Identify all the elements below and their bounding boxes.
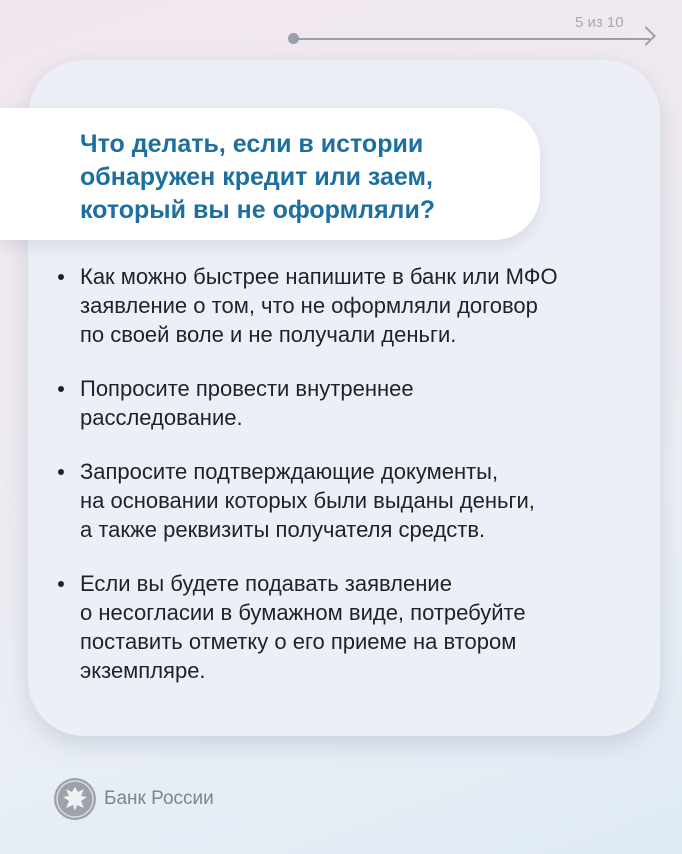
bank-brand-name: Банк России [104,788,214,809]
list-item: Как можно быстрее напишите в банк или МФО заявление о том, что не оформляли договор по своей воле и не получали деньги. [58,262,648,349]
tips-list [58,262,648,710]
progress-line [294,38,650,40]
list-item: Если вы будете подавать заявление о несогласии в бумажном виде, потребуйте поставить отметку о его приеме на втором экземпляре. [58,569,648,685]
list-item: Запросите подтверждающие документы, на основании которых были выданы деньги, а также реквизиты получателя средств. [58,457,648,544]
eagle-emblem-icon [54,778,96,820]
list-item: Попросите провести внутреннее расследование. [58,374,648,432]
question-title: Что делать, если в истории обнаружен кредит или заем, который вы не оформляли? [80,130,436,224]
progress-arrow-icon[interactable] [636,26,656,46]
page-pager: 5 из 10 [575,14,624,31]
